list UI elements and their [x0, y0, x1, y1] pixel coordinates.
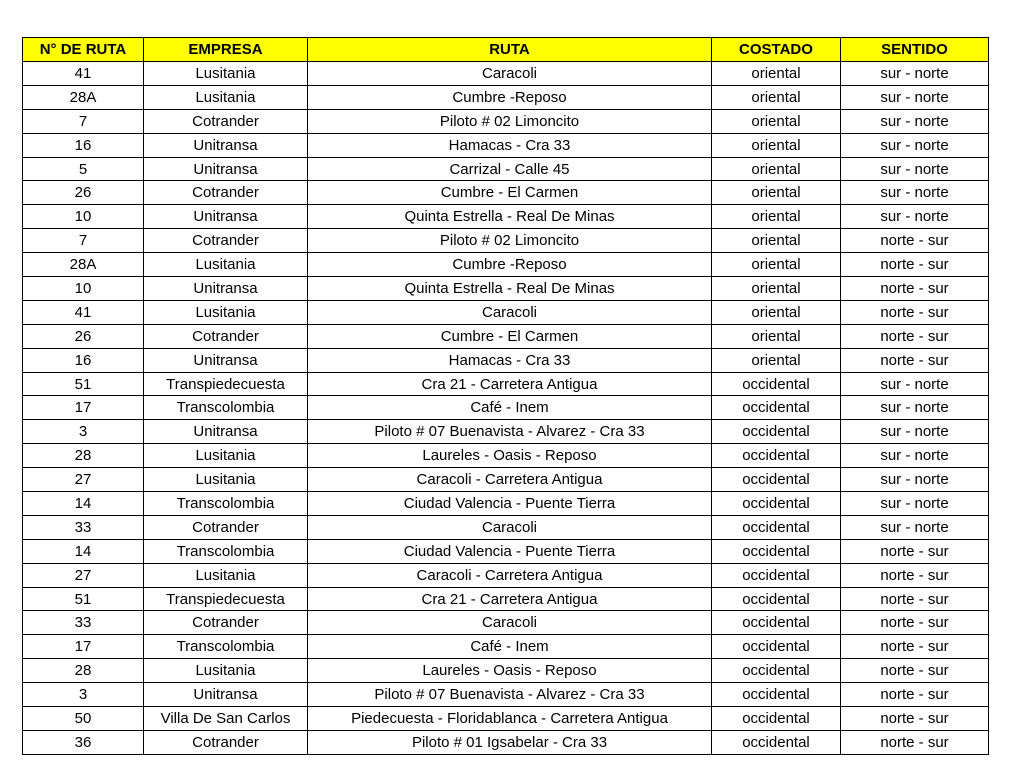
- table-row: [23, 324, 989, 348]
- cell-direction: norte - sur: [841, 253, 989, 277]
- cell-direction: norte - sur: [841, 348, 989, 372]
- table-row: [23, 205, 989, 229]
- cell-side: occidental: [712, 683, 841, 707]
- cell-route-number: 51: [23, 372, 144, 396]
- cell-company: Cotrander: [144, 611, 308, 635]
- cell-side: occidental: [712, 444, 841, 468]
- cell-route: Cra 21 - Carretera Antigua: [308, 587, 712, 611]
- cell-route: Hamacas - Cra 33: [308, 133, 712, 157]
- cell-route: Laureles - Oasis - Reposo: [308, 659, 712, 683]
- cell-side: occidental: [712, 730, 841, 754]
- cell-route-number: 36: [23, 730, 144, 754]
- cell-direction: sur - norte: [841, 181, 989, 205]
- cell-company: Cotrander: [144, 515, 308, 539]
- cell-direction: norte - sur: [841, 683, 989, 707]
- cell-side: oriental: [712, 348, 841, 372]
- cell-company: Transcolombia: [144, 492, 308, 516]
- cell-side: occidental: [712, 563, 841, 587]
- cell-direction: norte - sur: [841, 229, 989, 253]
- cell-route: Caracoli - Carretera Antigua: [308, 563, 712, 587]
- cell-direction: norte - sur: [841, 659, 989, 683]
- cell-side: occidental: [712, 420, 841, 444]
- cell-route: Piloto # 01 Igsabelar - Cra 33: [308, 730, 712, 754]
- cell-company: Lusitania: [144, 444, 308, 468]
- cell-side: occidental: [712, 635, 841, 659]
- table-row: [23, 635, 989, 659]
- cell-route: Hamacas - Cra 33: [308, 348, 712, 372]
- cell-side: oriental: [712, 62, 841, 86]
- cell-side: oriental: [712, 300, 841, 324]
- cell-route-number: 10: [23, 277, 144, 301]
- cell-direction: sur - norte: [841, 109, 989, 133]
- table-row: [23, 515, 989, 539]
- cell-direction: norte - sur: [841, 563, 989, 587]
- cell-direction: norte - sur: [841, 277, 989, 301]
- cell-route-number: 10: [23, 205, 144, 229]
- cell-route: Ciudad Valencia - Puente Tierra: [308, 492, 712, 516]
- cell-route-number: 50: [23, 707, 144, 731]
- table-row: [23, 85, 989, 109]
- cell-route-number: 14: [23, 539, 144, 563]
- table-row: [23, 539, 989, 563]
- cell-company: Lusitania: [144, 468, 308, 492]
- cell-route: Caracoli: [308, 611, 712, 635]
- cell-route: Quinta Estrella - Real De Minas: [308, 277, 712, 301]
- cell-direction: sur - norte: [841, 205, 989, 229]
- cell-direction: sur - norte: [841, 515, 989, 539]
- cell-side: occidental: [712, 539, 841, 563]
- cell-direction: sur - norte: [841, 157, 989, 181]
- table-body: [23, 62, 989, 755]
- cell-route: Cumbre - El Carmen: [308, 181, 712, 205]
- cell-side: occidental: [712, 492, 841, 516]
- cell-route: Cra 21 - Carretera Antigua: [308, 372, 712, 396]
- header-side: COSTADO: [712, 38, 841, 62]
- cell-route: Piloto # 07 Buenavista - Alvarez - Cra 33: [308, 420, 712, 444]
- cell-route: Quinta Estrella - Real De Minas: [308, 205, 712, 229]
- table-row: [23, 659, 989, 683]
- cell-side: occidental: [712, 468, 841, 492]
- cell-route-number: 28A: [23, 85, 144, 109]
- cell-company: Unitransa: [144, 157, 308, 181]
- cell-route-number: 14: [23, 492, 144, 516]
- table-row: [23, 396, 989, 420]
- cell-direction: norte - sur: [841, 539, 989, 563]
- cell-company: Unitransa: [144, 348, 308, 372]
- header-direction: SENTIDO: [841, 38, 989, 62]
- cell-route-number: 3: [23, 683, 144, 707]
- cell-route-number: 28: [23, 659, 144, 683]
- table-row: [23, 492, 989, 516]
- cell-route-number: 28A: [23, 253, 144, 277]
- cell-side: oriental: [712, 324, 841, 348]
- table-row: [23, 707, 989, 731]
- cell-side: occidental: [712, 372, 841, 396]
- cell-company: Cotrander: [144, 181, 308, 205]
- cell-side: oriental: [712, 157, 841, 181]
- cell-route-number: 33: [23, 515, 144, 539]
- cell-side: occidental: [712, 587, 841, 611]
- cell-route-number: 7: [23, 109, 144, 133]
- cell-route: Laureles - Oasis - Reposo: [308, 444, 712, 468]
- cell-side: oriental: [712, 229, 841, 253]
- table-row: [23, 611, 989, 635]
- table-row: [23, 62, 989, 86]
- cell-company: Transpiedecuesta: [144, 372, 308, 396]
- cell-direction: norte - sur: [841, 611, 989, 635]
- cell-side: oriental: [712, 109, 841, 133]
- cell-side: oriental: [712, 205, 841, 229]
- cell-route-number: 41: [23, 62, 144, 86]
- cell-side: occidental: [712, 515, 841, 539]
- cell-side: oriental: [712, 133, 841, 157]
- table-row: [23, 133, 989, 157]
- cell-route-number: 5: [23, 157, 144, 181]
- header-row: [23, 38, 989, 62]
- table-row: [23, 253, 989, 277]
- cell-route-number: 41: [23, 300, 144, 324]
- cell-company: Lusitania: [144, 62, 308, 86]
- cell-direction: sur - norte: [841, 444, 989, 468]
- cell-side: oriental: [712, 253, 841, 277]
- header-company: EMPRESA: [144, 38, 308, 62]
- cell-company: Villa De San Carlos: [144, 707, 308, 731]
- cell-direction: norte - sur: [841, 300, 989, 324]
- table-row: [23, 181, 989, 205]
- cell-side: occidental: [712, 707, 841, 731]
- cell-direction: sur - norte: [841, 85, 989, 109]
- cell-route-number: 7: [23, 229, 144, 253]
- cell-route-number: 27: [23, 468, 144, 492]
- cell-route: Ciudad Valencia - Puente Tierra: [308, 539, 712, 563]
- cell-route: Café - Inem: [308, 396, 712, 420]
- cell-route: Cumbre - El Carmen: [308, 324, 712, 348]
- cell-route-number: 27: [23, 563, 144, 587]
- cell-route: Piedecuesta - Floridablanca - Carretera Antigua: [308, 707, 712, 731]
- cell-company: Transcolombia: [144, 635, 308, 659]
- table-row: [23, 229, 989, 253]
- cell-direction: norte - sur: [841, 635, 989, 659]
- cell-side: occidental: [712, 659, 841, 683]
- cell-direction: sur - norte: [841, 468, 989, 492]
- table-row: [23, 730, 989, 754]
- cell-route-number: 17: [23, 396, 144, 420]
- table-row: [23, 563, 989, 587]
- cell-direction: sur - norte: [841, 492, 989, 516]
- cell-route: Caracoli: [308, 62, 712, 86]
- cell-route-number: 51: [23, 587, 144, 611]
- cell-route-number: 26: [23, 324, 144, 348]
- cell-direction: norte - sur: [841, 587, 989, 611]
- cell-route-number: 16: [23, 133, 144, 157]
- table-row: [23, 372, 989, 396]
- cell-route-number: 17: [23, 635, 144, 659]
- table-row: [23, 277, 989, 301]
- cell-company: Lusitania: [144, 85, 308, 109]
- cell-company: Cotrander: [144, 324, 308, 348]
- cell-side: occidental: [712, 396, 841, 420]
- cell-direction: norte - sur: [841, 324, 989, 348]
- cell-company: Cotrander: [144, 229, 308, 253]
- cell-direction: norte - sur: [841, 707, 989, 731]
- cell-company: Unitransa: [144, 420, 308, 444]
- table-row: [23, 348, 989, 372]
- table-header: [23, 38, 989, 62]
- cell-direction: norte - sur: [841, 730, 989, 754]
- cell-company: Lusitania: [144, 300, 308, 324]
- cell-route: Carrizal - Calle 45: [308, 157, 712, 181]
- cell-company: Transcolombia: [144, 396, 308, 420]
- table-row: [23, 109, 989, 133]
- cell-company: Transpiedecuesta: [144, 587, 308, 611]
- table-row: [23, 468, 989, 492]
- cell-company: Lusitania: [144, 659, 308, 683]
- cell-direction: sur - norte: [841, 372, 989, 396]
- table-row: [23, 157, 989, 181]
- cell-route: Caracoli - Carretera Antigua: [308, 468, 712, 492]
- table-row: [23, 300, 989, 324]
- cell-company: Transcolombia: [144, 539, 308, 563]
- routes-table: [22, 37, 989, 755]
- cell-company: Unitransa: [144, 133, 308, 157]
- table-row: [23, 444, 989, 468]
- cell-side: oriental: [712, 85, 841, 109]
- cell-side: oriental: [712, 277, 841, 301]
- table-row: [23, 420, 989, 444]
- cell-route: Cumbre -Reposo: [308, 85, 712, 109]
- cell-route: Piloto # 07 Buenavista - Alvarez - Cra 33: [308, 683, 712, 707]
- cell-side: oriental: [712, 181, 841, 205]
- cell-company: Lusitania: [144, 253, 308, 277]
- table-row: [23, 683, 989, 707]
- cell-route-number: 16: [23, 348, 144, 372]
- cell-company: Cotrander: [144, 109, 308, 133]
- cell-company: Cotrander: [144, 730, 308, 754]
- cell-company: Lusitania: [144, 563, 308, 587]
- cell-route: Piloto # 02 Limoncito: [308, 109, 712, 133]
- cell-route: Cumbre -Reposo: [308, 253, 712, 277]
- cell-route-number: 33: [23, 611, 144, 635]
- cell-direction: sur - norte: [841, 62, 989, 86]
- cell-company: Unitransa: [144, 683, 308, 707]
- cell-route: Caracoli: [308, 515, 712, 539]
- cell-route-number: 3: [23, 420, 144, 444]
- cell-route: Caracoli: [308, 300, 712, 324]
- cell-side: occidental: [712, 611, 841, 635]
- cell-company: Unitransa: [144, 277, 308, 301]
- cell-direction: sur - norte: [841, 420, 989, 444]
- header-route: RUTA: [308, 38, 712, 62]
- cell-route-number: 28: [23, 444, 144, 468]
- cell-route: Café - Inem: [308, 635, 712, 659]
- cell-company: Unitransa: [144, 205, 308, 229]
- cell-direction: sur - norte: [841, 133, 989, 157]
- cell-route: Piloto # 02 Limoncito: [308, 229, 712, 253]
- table-row: [23, 587, 989, 611]
- cell-direction: sur - norte: [841, 396, 989, 420]
- header-route-number: N° DE RUTA: [23, 38, 144, 62]
- cell-route-number: 26: [23, 181, 144, 205]
